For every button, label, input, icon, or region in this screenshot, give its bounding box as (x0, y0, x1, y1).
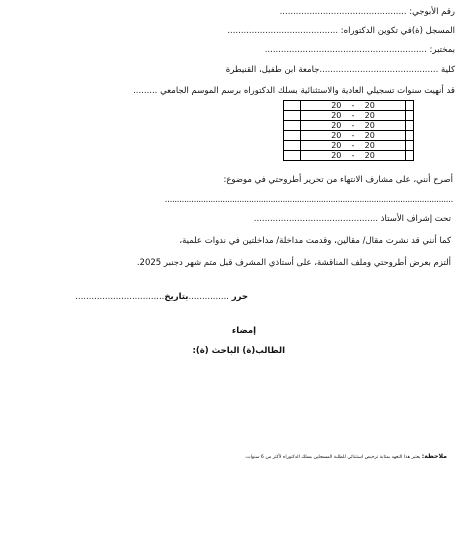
date-label: بتاريخ (164, 292, 189, 302)
academic-year-separator: - (351, 101, 355, 110)
years-table-index-cell (406, 141, 414, 151)
years-table-index-cell (406, 121, 414, 131)
faculty-label: كلية (441, 65, 455, 75)
academic-year-text: 20 (331, 111, 342, 120)
academic-year-cell[interactable] (301, 131, 406, 141)
years-table-row (284, 131, 414, 141)
doctoral-training-row (227, 26, 455, 37)
academic-year-end: 20 (364, 131, 375, 140)
academic-year-separator: - (351, 131, 355, 140)
academic-year-cell[interactable] (301, 111, 406, 121)
reg-number-row (280, 7, 455, 18)
written-row (75, 292, 248, 303)
years-table-row (284, 151, 414, 161)
near-completion-statement: أصرح أنني، على مشارف الانتهاء من تحرير أطروحتي في موضوع: (223, 175, 453, 185)
academic-year-field[interactable]: ......... (133, 86, 158, 96)
academic-year-separator: - (351, 141, 355, 150)
written-label: حرر (231, 292, 248, 302)
academic-year-separator: - (351, 111, 355, 120)
lab-label: بمختبر: (429, 45, 455, 55)
years-table-row (284, 111, 414, 121)
academic-years-table (283, 100, 414, 161)
academic-year-separator: - (351, 151, 355, 160)
academic-year-text: 20 (331, 121, 342, 130)
lab-field[interactable]: ............................................................ (264, 45, 427, 55)
years-table-empty-cell[interactable] (284, 131, 301, 141)
academic-year-end: 20 (364, 111, 375, 120)
thesis-topic-field[interactable]: ........................................................................................................................ (164, 195, 453, 205)
years-table-row (284, 101, 414, 111)
doctoral-training-field[interactable]: ......................................... (227, 26, 339, 36)
note-text: يعتبر هذا التعهد بمثابة ترخيص استثنائي للطلبة المسجلين بسلك الدكتوراه لأكثر من 6 سنوات. (244, 455, 421, 460)
doctoral-training-label: المسجل (ة)في تكوين الدكتوراه: (340, 26, 455, 36)
years-table-empty-cell[interactable] (284, 101, 301, 111)
academic-year-cell[interactable] (301, 141, 406, 151)
supervisor-field[interactable]: .............................................. (253, 214, 379, 224)
academic-year-text: 20 (331, 151, 342, 160)
reg-number-label: رقم الأبوجي: (409, 7, 455, 17)
faculty-field[interactable]: ............................................ (319, 65, 439, 75)
years-statement-row (133, 86, 455, 97)
academic-year-cell[interactable] (301, 121, 406, 131)
academic-year-end: 20 (364, 101, 375, 110)
years-table-row (284, 121, 414, 131)
university-name: جامعة ابن طفيل، القنيطرة (225, 65, 320, 75)
years-table-index-cell (406, 111, 414, 121)
written-place-field[interactable]: ............... (188, 292, 229, 302)
years-table-empty-cell[interactable] (284, 121, 301, 131)
academic-year-text: 20 (331, 141, 342, 150)
academic-year-cell[interactable] (301, 101, 406, 111)
years-table-index-cell (406, 101, 414, 111)
student-label: الطالب(ة) الباحث (ة): (192, 346, 285, 356)
academic-year-cell[interactable] (301, 151, 406, 161)
years-statement-text: قد أنهيت سنوات تسجيلي العادية والاستثنائية بسلك الدكتوراه برسم الموسم الجامعي (160, 86, 455, 96)
supervision-row (254, 214, 451, 225)
commitment-statement: ألتزم بعرض أطروحتي وملف المناقشة، على أستاذي المشرف قبل متم شهر دجنبر 2025. (136, 258, 451, 268)
lab-row (265, 45, 455, 56)
academic-year-text: 20 (331, 131, 342, 140)
academic-year-end: 20 (364, 141, 375, 150)
years-table-empty-cell[interactable] (284, 141, 301, 151)
publications-statement: كما أنني قد نشرت مقال/ مقالين، وقدمت مداخلة/ مداخلتين في ندوات علمية، (179, 236, 451, 246)
academic-year-text: 20 (331, 101, 342, 110)
academic-year-separator: - (351, 121, 355, 130)
note-row (245, 454, 447, 461)
years-table-row (284, 141, 414, 151)
reg-number-field[interactable]: ............................................... (279, 7, 407, 17)
academic-year-end: 20 (364, 121, 375, 130)
years-table-empty-cell[interactable] (284, 151, 301, 161)
years-table-index-cell (406, 151, 414, 161)
years-table-empty-cell[interactable] (284, 111, 301, 121)
supervision-label: تحت إشراف الأستاذ (380, 214, 451, 224)
years-table-index-cell (406, 131, 414, 141)
date-field[interactable]: ................................. (75, 292, 165, 302)
signature-label: إمضاء (231, 326, 256, 336)
academic-year-end: 20 (364, 151, 375, 160)
note-label: ملاحظة: (421, 453, 447, 460)
faculty-row (226, 65, 455, 76)
